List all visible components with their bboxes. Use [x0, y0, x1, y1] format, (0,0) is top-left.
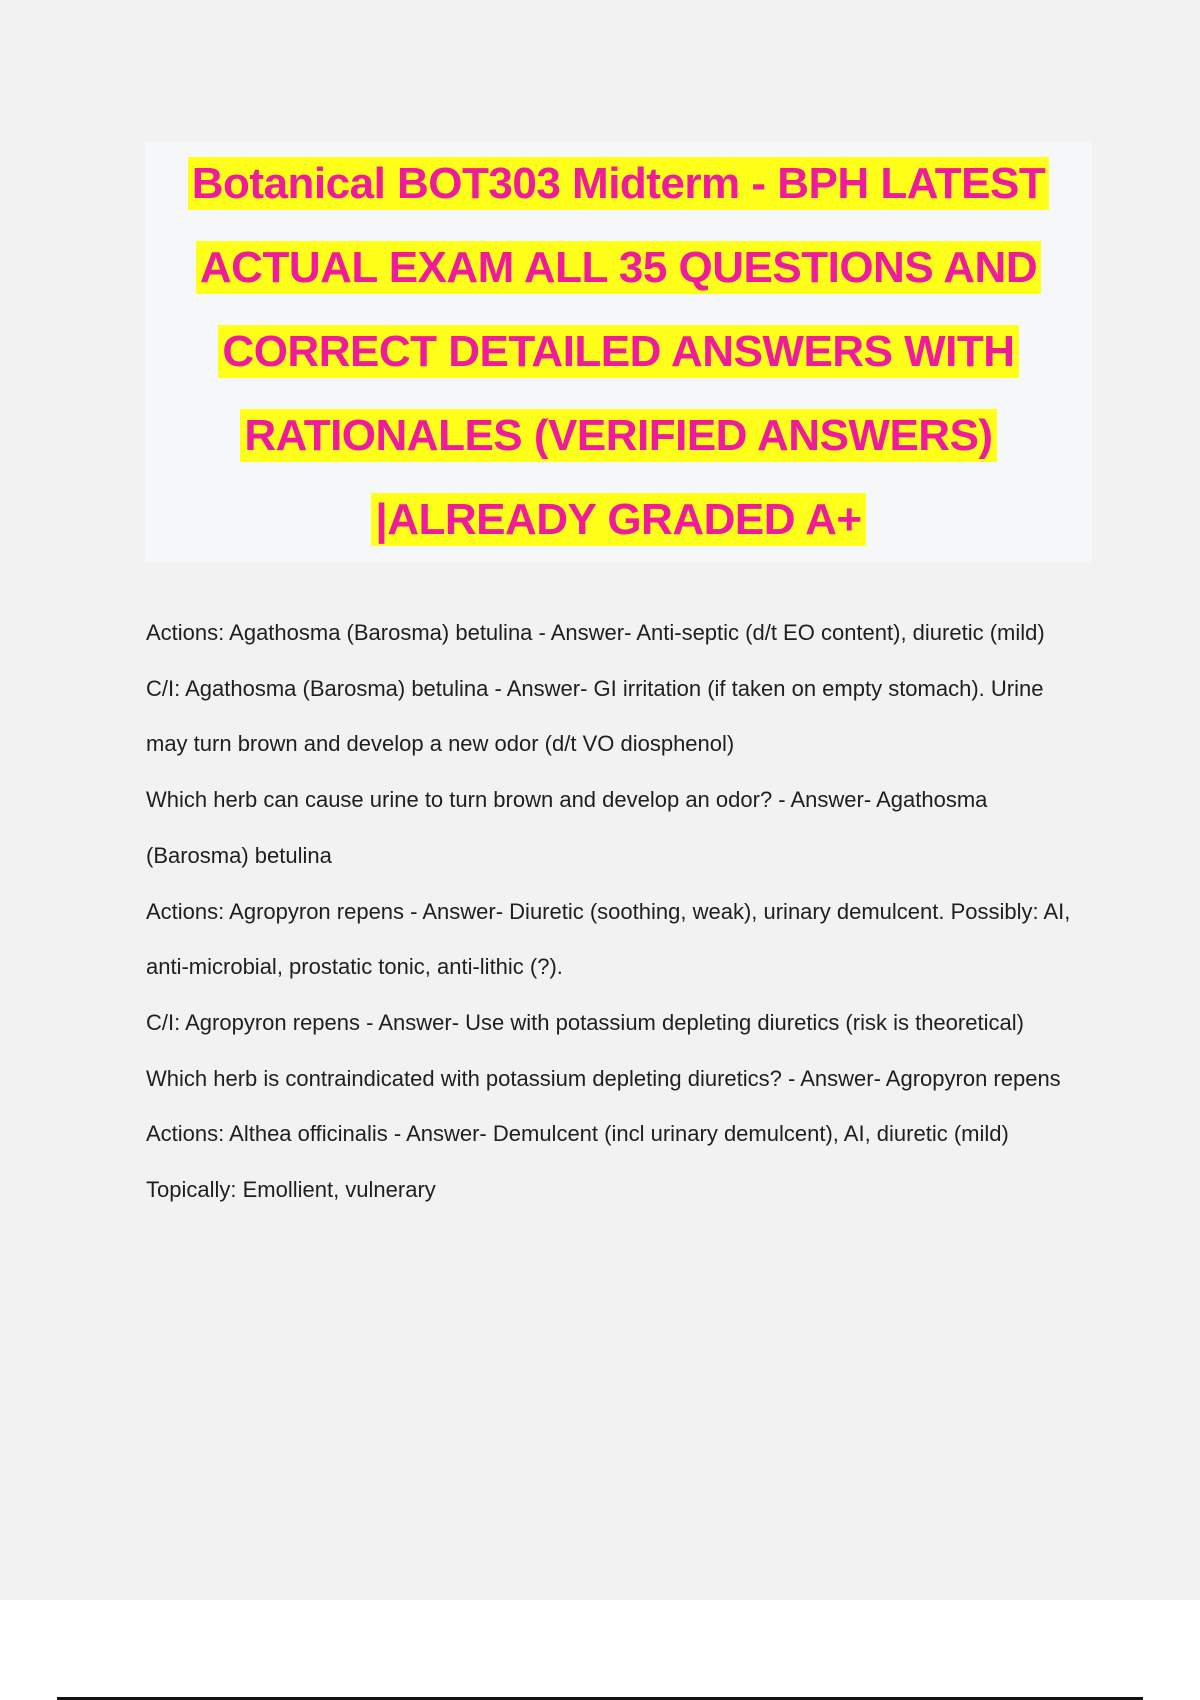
entry-paragraph: C/I: Agropyron repens - Answer- Use with potassium depleting diuretics (risk is theoretical) — [146, 1009, 1024, 1035]
entry-paragraph: C/I: Agathosma (Barosma) betulina - Answer- GI irritation (if taken on empty stomach). Urine may turn brown and develop a new odor (d/t VO diosphenol) — [146, 675, 1044, 757]
entry-paragraph: Actions: Agathosma (Barosma) betulina - Answer- Anti-septic (d/t EO content), diuretic (mild) — [146, 620, 1045, 645]
entry-paragraph: Actions: Althea officinalis - Answer- Demulcent (incl urinary demulcent), AI, diuretic (mild) — [146, 1121, 1009, 1147]
entry-paragraph: Actions: Agropyron repens - Answer- Diuretic (soothing, weak), urinary demulcent. Possibly: AI, anti-microbial, prostatic tonic, anti-lithic (?). — [146, 898, 1071, 980]
entry-paragraph: Which herb is contraindicated with potassium depleting diuretics? - Answer- Agropyron repens — [146, 1065, 1061, 1091]
document-title-text: Botanical BOT303 Midterm - BPH LATEST ACTUAL EXAM ALL 35 QUESTIONS AND CORRECT DETAILED ANSWERS WITH RATIONALES (VERIFIED ANSWERS) |ALREADY GRADED A+ — [188, 157, 1049, 546]
document-body — [146, 605, 1086, 1218]
document-title — [145, 142, 1092, 562]
entry-paragraph: Topically: Emollient, vulnerary — [146, 1177, 436, 1203]
entry-paragraph: Which herb can cause urine to turn brown and develop an odor? - Answer- Agathosma (Barosma) betulina — [146, 787, 988, 868]
